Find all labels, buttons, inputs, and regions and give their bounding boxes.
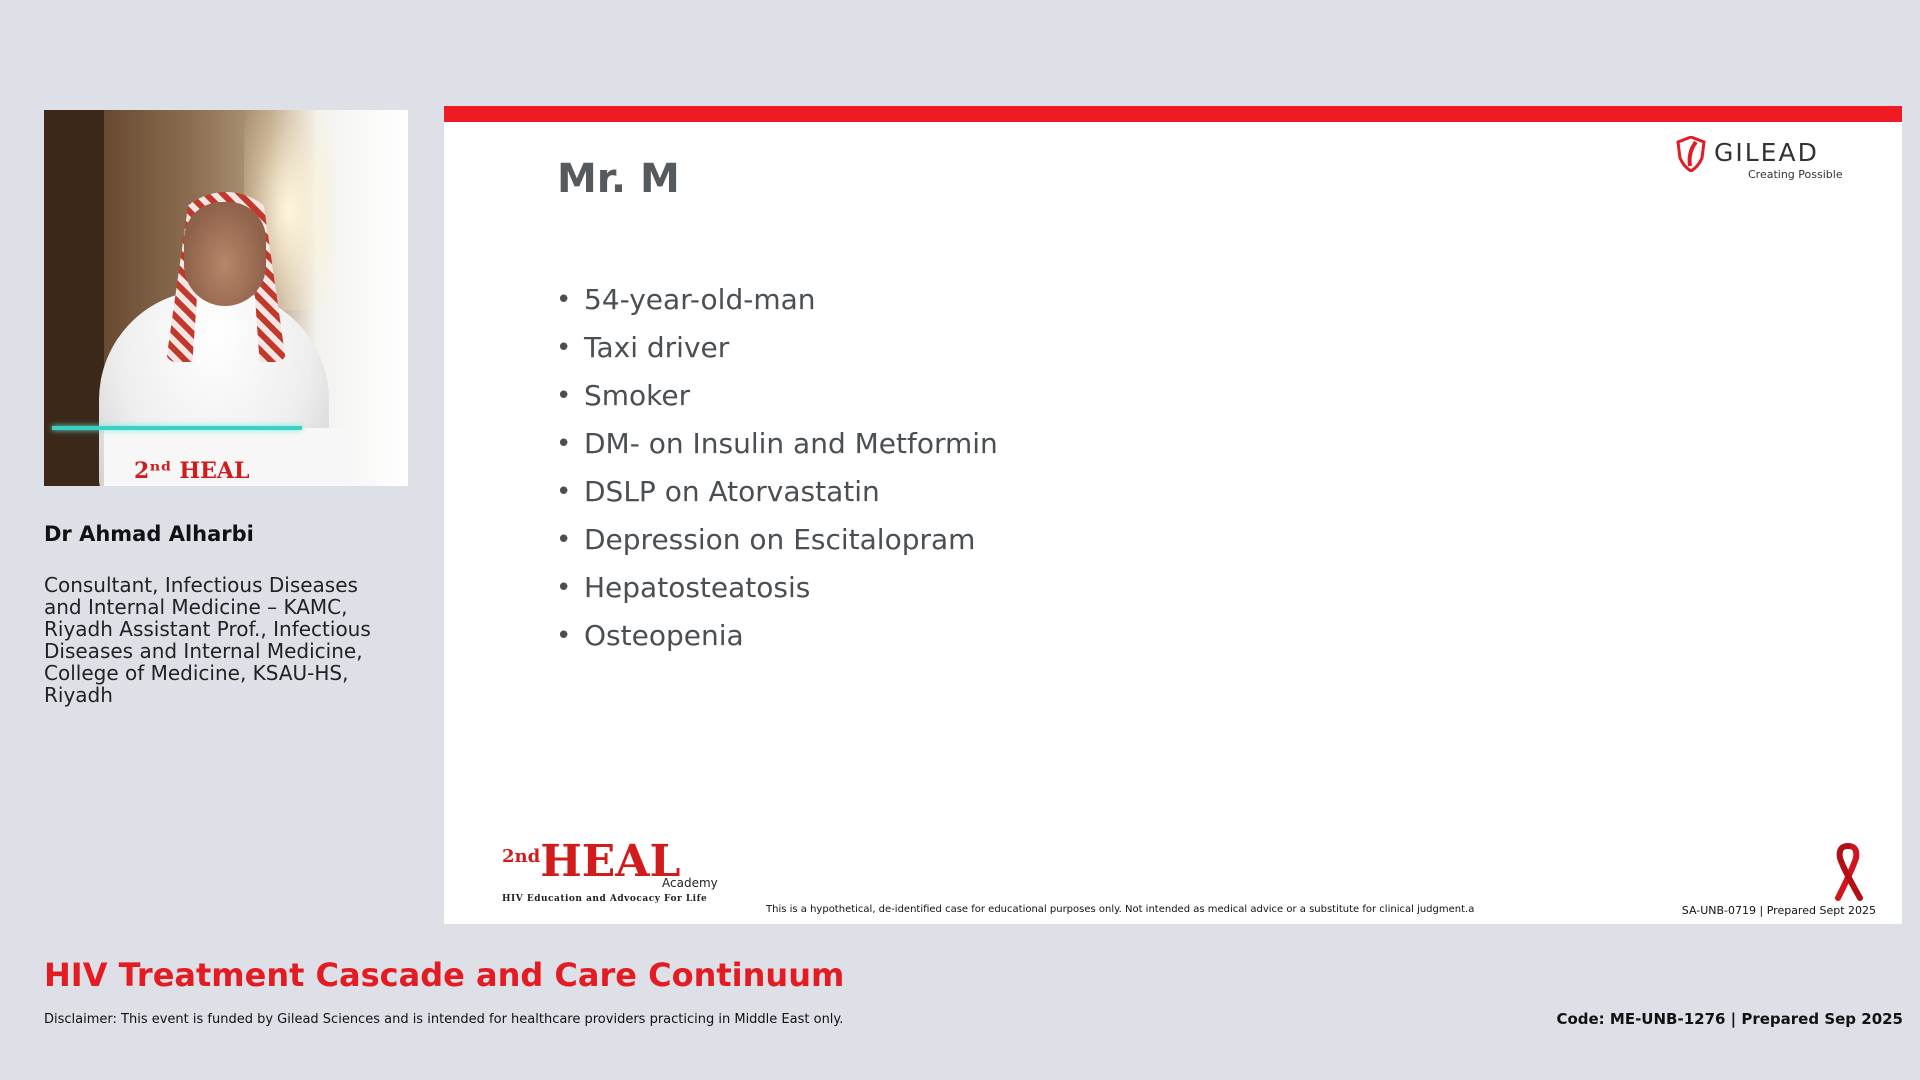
gilead-tagline: Creating Possible (1748, 168, 1843, 181)
footer-disclaimer: Disclaimer: This event is funded by Gilead Sciences and is intended for healthcare providers practicing in Middle East only. (44, 1012, 844, 1027)
bullet-item: • 54-year-old-man (556, 276, 998, 324)
slide-code: SA-UNB-0719 | Prepared Sept 2025 (1681, 904, 1876, 917)
heal-word: HEAL (540, 836, 681, 887)
speaker-video (44, 110, 408, 486)
slide-disclaimer: This is a hypothetical, de-identified case for educational purposes only. Not intended as medical advice or a substitute for clinical judgment.a (766, 904, 1475, 915)
heal-ordinal: 2nd (502, 846, 541, 867)
bullet-item: • Depression on Escitalopram (556, 516, 998, 564)
gilead-logo (1676, 134, 1846, 184)
event-title: HIV Treatment Cascade and Care Continuum (44, 956, 845, 994)
speaker-bio: Consultant, Infectious Diseases and Internal Medicine – KAMC, Riyadh Assistant Prof., Infectious Diseases and Internal Medicine, College of Medicine, KSAU-HS, Riyadh (44, 573, 371, 707)
slide-top-bar (444, 106, 1902, 122)
bullet-item: • Taxi driver (556, 324, 998, 372)
bullet-item: • DM- on Insulin and Metformin (556, 420, 998, 468)
heal-academy-label: Academy (662, 876, 718, 890)
case-bullet-list (556, 276, 998, 660)
gilead-shield-icon (1676, 136, 1706, 172)
speaker-name: Dr Ahmad Alharbi (44, 522, 254, 546)
speaker-head (184, 202, 266, 306)
podium-logo: 2ⁿᵈ HEAL (134, 458, 250, 484)
bullet-item: • Osteopenia (556, 612, 998, 660)
slide-title: Mr. M (557, 156, 680, 202)
bullet-item: • Smoker (556, 372, 998, 420)
heal-logo-main (502, 836, 680, 887)
red-ribbon-icon (1826, 842, 1870, 902)
footer-code: Code: ME-UNB-1276 | Prepared Sep 2025 (1556, 1010, 1903, 1028)
gilead-wordmark: GILEAD (1714, 138, 1819, 167)
heal-subtitle: HIV Education and Advocacy For Life (502, 894, 708, 904)
podium-light-bar (52, 426, 302, 430)
heal-academy-logo (502, 828, 718, 908)
bullet-item: • DSLP on Atorvastatin (556, 468, 998, 516)
presentation-slide (444, 106, 1902, 924)
bullet-item: • Hepatosteatosis (556, 564, 998, 612)
